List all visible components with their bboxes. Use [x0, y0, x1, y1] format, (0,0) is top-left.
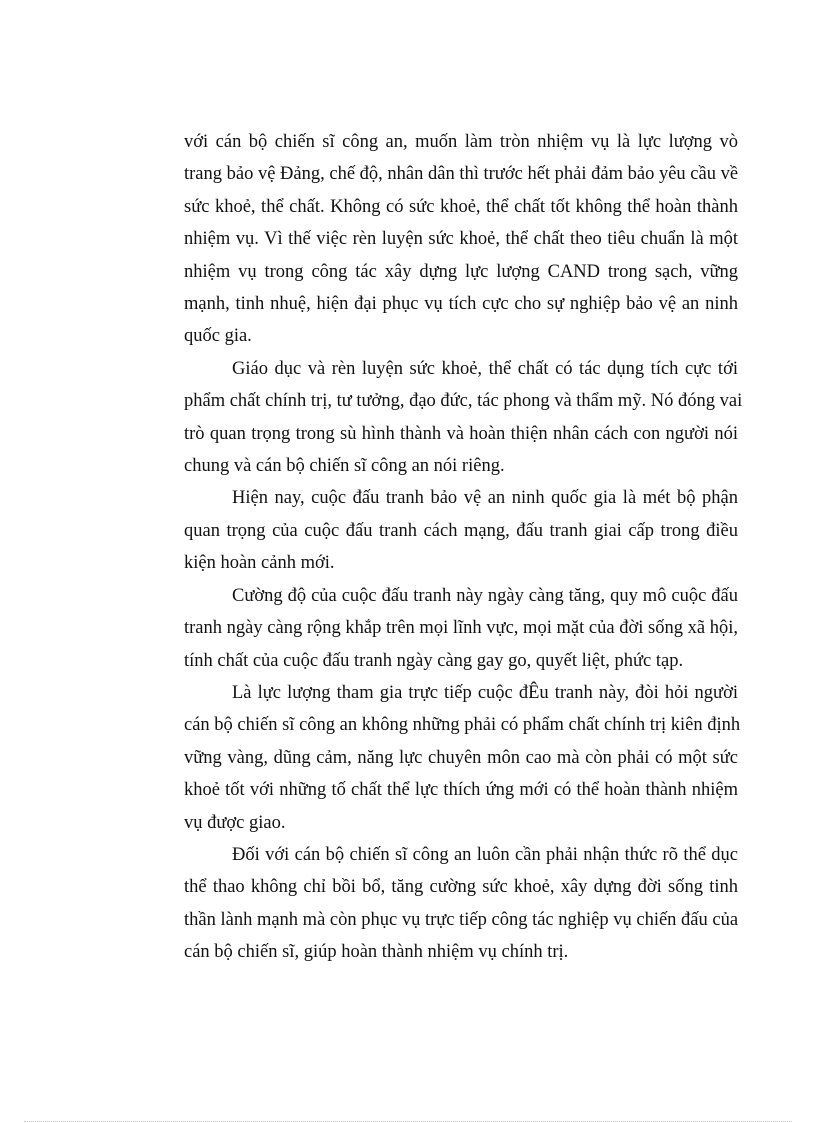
paragraph-line: thể thao không chỉ bồi bổ, tăng cường sức khoẻ, xây dựng đời sống tinh — [184, 877, 738, 898]
paragraph-line: kiện hoàn cảnh mới. — [184, 553, 335, 574]
paragraph-line: với cán bộ chiến sĩ công an, muốn làm tròn nhiệm vụ là lực lượng vò — [184, 132, 738, 152]
paragraph-line: khoẻ tốt với những tố chất thể lực thích ứng mới có thể hoàn thành nhiệm — [184, 780, 738, 801]
page-bottom-divider — [24, 1121, 792, 1122]
paragraph-line: tính chất của cuộc đấu tranh ngày càng gay go, quyết liệt, phức tạp. — [184, 650, 684, 671]
paragraph-line: mạnh, tinh nhuệ, hiện đại phục vụ tích cực cho sự nghiệp bảo vệ an ninh — [184, 294, 738, 315]
paragraph-line: Giáo dục và rèn luyện sức khoẻ, thể chất có tác dụng tích cực tới — [232, 358, 738, 379]
paragraph-line: tranh ngày càng rộng khắp trên mọi lĩnh vực, mọi mặt của đời sống xã hội, — [184, 618, 738, 639]
paragraph-line: Đối với cán bộ chiến sĩ công an luôn cần phải nhận thức rõ thể dục — [232, 844, 738, 865]
paragraph-5 — [136, 677, 741, 839]
paragraph-line: Hiện nay, cuộc đấu tranh bảo vệ an ninh quốc gia là mét bộ phận — [232, 488, 738, 509]
paragraph-4 — [136, 580, 738, 677]
paragraph-3 — [136, 482, 738, 579]
paragraph-line: chung và cán bộ chiến sĩ công an nói riêng. — [184, 456, 505, 477]
paragraph-line: sức khoẻ, thể chất. Không có sức khoẻ, thể chất tốt không thể hoàn thành — [184, 196, 738, 217]
paragraph-line: thần lành mạnh mà còn phục vụ trực tiếp công tác nghiệp vụ chiến đấu của — [184, 909, 739, 930]
paragraph-line: quan trọng của cuộc đấu tranh cách mạng, đấu tranh giai cấp trong điều — [184, 520, 738, 541]
paragraph-line: cán bộ chiến sĩ, giúp hoàn thành nhiệm vụ chính trị. — [184, 942, 569, 963]
paragraph-line: quốc gia. — [184, 326, 252, 347]
paragraph-line: nhiệm vụ trong công tác xây dựng lực lượng CAND trong sạch, vững — [184, 261, 738, 282]
paragraph-line: vững vàng, dũng cảm, năng lực chuyên môn cao mà còn phải có một sức — [184, 747, 738, 768]
paragraph-line: vụ được giao. — [184, 812, 286, 833]
paragraph-line: Là lực lượng tham gia trực tiếp cuộc đÊu tranh này, đòi hỏi người — [232, 682, 738, 703]
paragraph-2 — [136, 353, 743, 483]
paragraph-line: Cường độ của cuộc đấu tranh này ngày càng tăng, quy mô cuộc đấu — [232, 585, 738, 606]
paragraph-line: cán bộ chiến sĩ công an không những phải có phẩm chất chính trị kiên định — [184, 715, 741, 736]
paragraph-1 — [136, 126, 738, 353]
paragraph-line: trang bảo vệ Đảng, chế độ, nhân dân thì trước hết phải đảm bảo yêu cầu về — [184, 164, 739, 185]
document-body — [136, 126, 743, 969]
paragraph-line: nhiệm vụ. Vì thế việc rèn luyện sức khoẻ, thể chất theo tiêu chuẩn là một — [184, 229, 738, 250]
paragraph-line: phẩm chất chính trị, tư tưởng, đạo đức, tác phong và thẩm mỹ. Nó đóng vai — [184, 391, 743, 412]
paragraph-line: trò quan trọng trong sù hình thành và hoàn thiện nhân cách con người nói — [184, 423, 738, 444]
paragraph-6 — [136, 839, 738, 969]
